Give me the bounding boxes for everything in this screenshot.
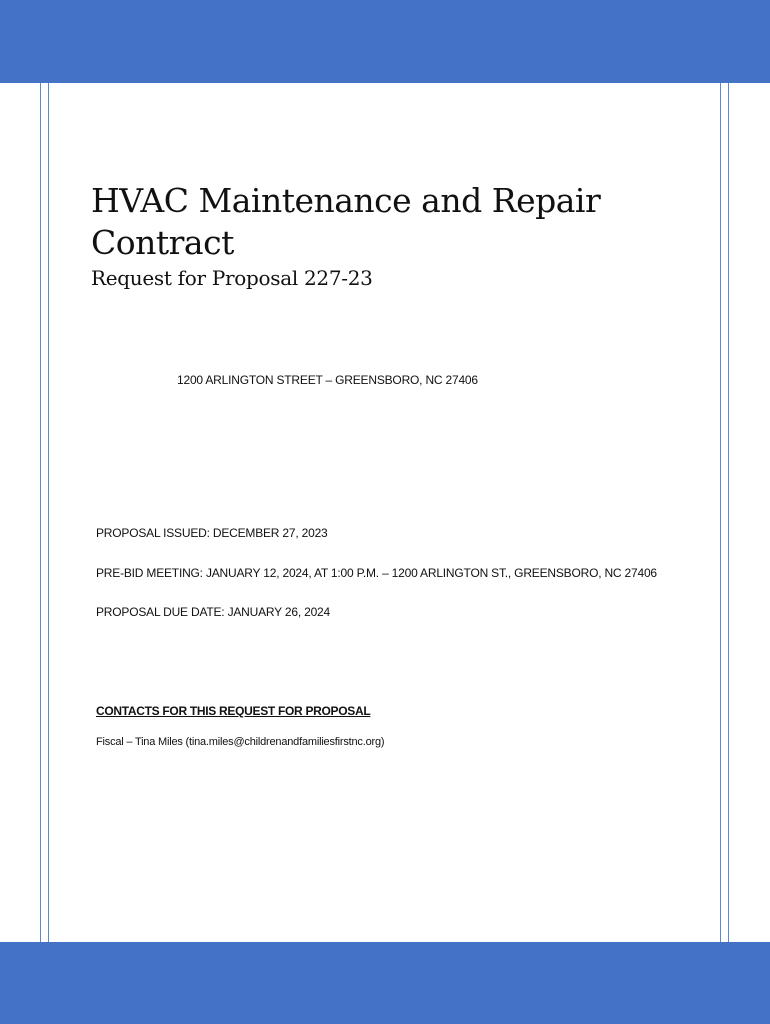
document-subtitle: Request for Proposal 227-23 <box>91 266 373 290</box>
pre-bid-meeting: PRE-BID MEETING: JANUARY 12, 2024, AT 1:00 P.M. – 1200 ARLINGTON ST., GREENSBORO, NC 27406 <box>96 566 657 580</box>
left-border-line-inner <box>48 83 49 942</box>
proposal-issued-date: PROPOSAL ISSUED: DECEMBER 27, 2023 <box>96 526 328 540</box>
left-border-line-outer <box>40 83 41 942</box>
proposal-due-date: PROPOSAL DUE DATE: JANUARY 26, 2024 <box>96 605 330 619</box>
header-band <box>0 0 770 83</box>
document-title: HVAC Maintenance and Repair Contract <box>91 181 601 262</box>
footer-band <box>0 942 770 1024</box>
contact-fiscal: Fiscal – Tina Miles (tina.miles@childrenandfamiliesfirstnc.org) <box>96 736 385 748</box>
site-address: 1200 ARLINGTON STREET – GREENSBORO, NC 27406 <box>177 373 478 387</box>
right-border-line-outer <box>728 83 729 942</box>
contacts-heading: CONTACTS FOR THIS REQUEST FOR PROPOSAL <box>96 704 371 718</box>
right-border-line-inner <box>720 83 721 942</box>
